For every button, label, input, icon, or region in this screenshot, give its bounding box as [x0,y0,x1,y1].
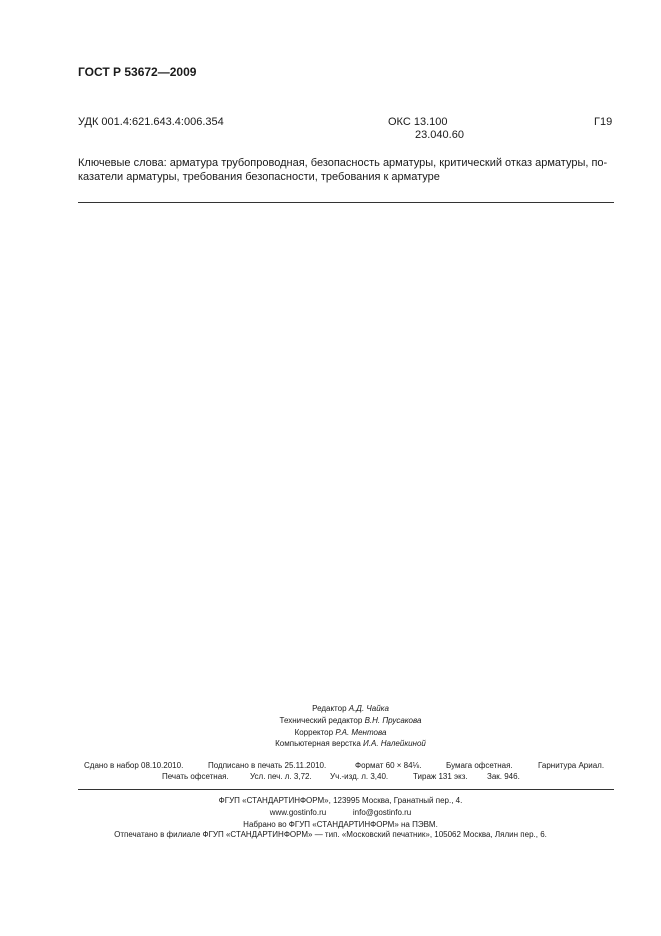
print-type: Печать офсетная. [162,772,229,781]
paper-info: Бумага офсетная. [446,761,513,770]
order-number: Зак. 946. [487,772,520,781]
tech-editor-label: Технический редактор [279,716,363,725]
group-code: Г19 [594,116,613,128]
credit-layout [20,738,661,750]
print-run: Тираж 131 экз. [413,772,468,781]
signed-date: Подписано в печать 25.11.2010. [208,761,327,770]
standard-title: ГОСТ Р 53672—2009 [78,65,197,79]
layout-name: И.А. Налейкиной [363,739,426,748]
font-info: Гарнитура Ариал. [538,761,605,770]
publication-sheets: Уч.-изд. л. 3,40. [330,772,389,781]
submitted-date: Сдано в набор 08.10.2010. [84,761,184,770]
divider-bottom [78,789,614,790]
format-info: Формат 60 × 84⅛. [355,761,422,770]
divider-top [78,202,614,203]
oks-code-2: 23.040.60 [415,129,464,141]
oks-code-1: ОКС 13.100 [388,116,448,128]
corrector-label: Корректор [294,728,334,737]
corrector-name: Р.А. Ментова [335,728,387,737]
udc-code: УДК 001.4:621.643.4:006.354 [78,116,224,128]
editor-name: А.Д. Чайка [348,704,389,713]
print-sheets: Усл. печ. л. 3,72. [250,772,312,781]
credit-tech-editor [20,715,661,727]
publisher-website: www.gostinfo.ru [269,808,327,817]
printed-note: Отпечатано в филиале ФГУП «СТАНДАРТИНФОРМ» — тип. «Московский печатник», 105062 Москва, Лялин пер., 6. [114,830,547,839]
editor-label: Редактор [312,704,347,713]
publisher-address: ФГУП «СТАНДАРТИНФОРМ», 123995 Москва, Гранатный пер., 4. [218,796,463,805]
keywords-paragraph: Ключевые слова: арматура трубопроводная, безопасность арматуры, критический отказ арматуры, по-казатели арматуры, требования безопасности, требования к арматуре [78,157,608,183]
typeset-note: Набрано во ФГУП «СТАНДАРТИНФОРМ» на ПЭВМ. [243,820,438,829]
publisher-email: info@gostinfo.ru [352,808,412,817]
credit-editor [20,703,661,715]
tech-editor-name: В.Н. Прусакова [364,716,422,725]
layout-label: Компьютерная верстка [275,739,361,748]
publisher-contacts [10,808,661,817]
